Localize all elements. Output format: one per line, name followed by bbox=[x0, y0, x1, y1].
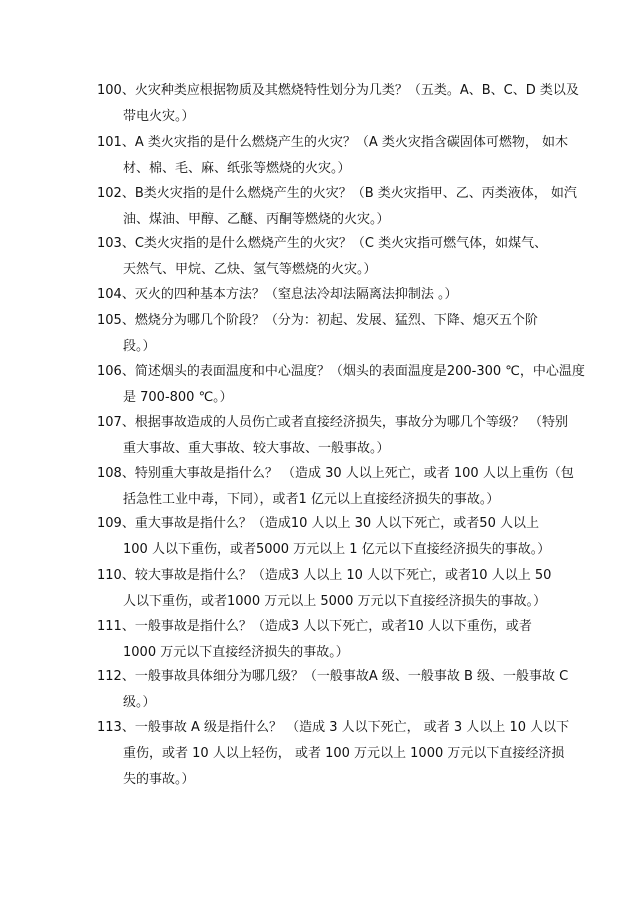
answer-line: 是 700-800 ℃。） bbox=[123, 390, 233, 405]
answer-line: 油、煤油、甲醇、乙醚、丙酮等燃烧的火灾。） bbox=[123, 212, 390, 227]
answer-line: 天然气、甲烷、乙炔、氢气等燃烧的火灾。） bbox=[123, 262, 377, 277]
answer-line: 括急性工业中毒，下同），或者1 亿元以上直接经济损失的事故。） bbox=[123, 492, 500, 507]
answer-line: 重大事故、重大事故、较大事故、一般事故。） bbox=[123, 441, 390, 456]
answer-line: 段。） bbox=[123, 339, 156, 354]
question-line: 109、重大事故是指什么？（造成10 人以上 30 人以下死亡，或者50 人以上 bbox=[97, 516, 539, 531]
qa-item-107 bbox=[97, 410, 568, 462]
qa-item-104 bbox=[97, 282, 557, 308]
qa-item-108 bbox=[97, 461, 574, 513]
question-line: 111、一般事故是指什么？（造成3 人以下死亡，或者10 人以下重伤，或者 bbox=[97, 619, 532, 634]
qa-item-113 bbox=[97, 715, 570, 793]
question-line: 101、A 类火灾指的是什么燃烧产生的火灾？（A 类火灾指含碳固体可燃物， 如木 bbox=[97, 135, 568, 150]
qa-item-106 bbox=[97, 359, 585, 411]
question-line: 100、火灾种类应根据物质及其燃烧特性划分为几类？（五类。A、B、C、D 类以及 bbox=[97, 83, 579, 98]
qa-item-100 bbox=[97, 78, 579, 130]
qa-item-111 bbox=[97, 614, 557, 666]
qa-item-109 bbox=[97, 511, 557, 563]
answer-line: 失的事故。） bbox=[123, 772, 195, 787]
qa-item-105 bbox=[97, 308, 557, 360]
question-line: 108、特别重大事故是指什么？ （造成 30 人以上死亡，或者 100 人以上重伤（包 bbox=[97, 466, 574, 481]
question-line: 102、B类火灾指的是什么燃烧产生的火灾？（B 类火灾指甲、乙、丙类液体， 如汽 bbox=[97, 186, 577, 201]
answer-line: 重伤，或者 10 人以上轻伤， 或者 100 万元以上 1000 万元以下直接经济损 bbox=[123, 746, 565, 761]
question-line: 106、简述烟头的表面温度和中心温度？（烟头的表面温度是200-300 ℃，中心温度 bbox=[97, 364, 585, 379]
qa-item-102 bbox=[97, 181, 577, 233]
question-line: 107、根据事故造成的人员伤亡或者直接经济损失，事故分为哪几个等级？ （特别 bbox=[97, 415, 568, 430]
question-line: 103、C类火灾指的是什么燃烧产生的火灾？（C 类火灾指可燃气体，如煤气、 bbox=[97, 236, 548, 251]
qa-item-112 bbox=[97, 664, 569, 716]
answer-line: 1000 万元以下直接经济损失的事故。） bbox=[123, 645, 349, 660]
question-line: 110、较大事故是指什么？（造成3 人以上 10 人以下死亡，或者10 人以上 50 bbox=[97, 568, 552, 583]
qa-item-101 bbox=[97, 130, 568, 182]
question-line: 112、一般事故具体细分为哪几级？（一般事故A 级、一般事故 B 级、一般事故 C bbox=[97, 669, 569, 684]
qa-item-110 bbox=[97, 563, 557, 615]
answer-line: 材、棉、毛、麻、纸张等燃烧的火灾。） bbox=[123, 161, 351, 176]
question-line: 104、灭火的四种基本方法？（窒息法冷却法隔离法抑制法 。） bbox=[97, 287, 458, 302]
answer-line: 带电火灾。） bbox=[123, 109, 195, 124]
question-line: 113、一般事故 A 级是指什么？ （造成 3 人以下死亡， 或者 3 人以上 10 人以下 bbox=[97, 720, 570, 735]
answer-line: 级。） bbox=[123, 695, 156, 710]
answer-line: 100 人以下重伤，或者5000 万元以上 1 亿元以下直接经济损失的事故。） bbox=[123, 542, 551, 557]
qa-item-103 bbox=[97, 231, 557, 283]
answer-line: 人以下重伤，或者1000 万元以上 5000 万元以下直接经济损失的事故。） bbox=[123, 594, 547, 609]
question-line: 105、燃烧分为哪几个阶段？（分为：初起、发展、猛烈、下降、熄灭五个阶 bbox=[97, 313, 538, 328]
